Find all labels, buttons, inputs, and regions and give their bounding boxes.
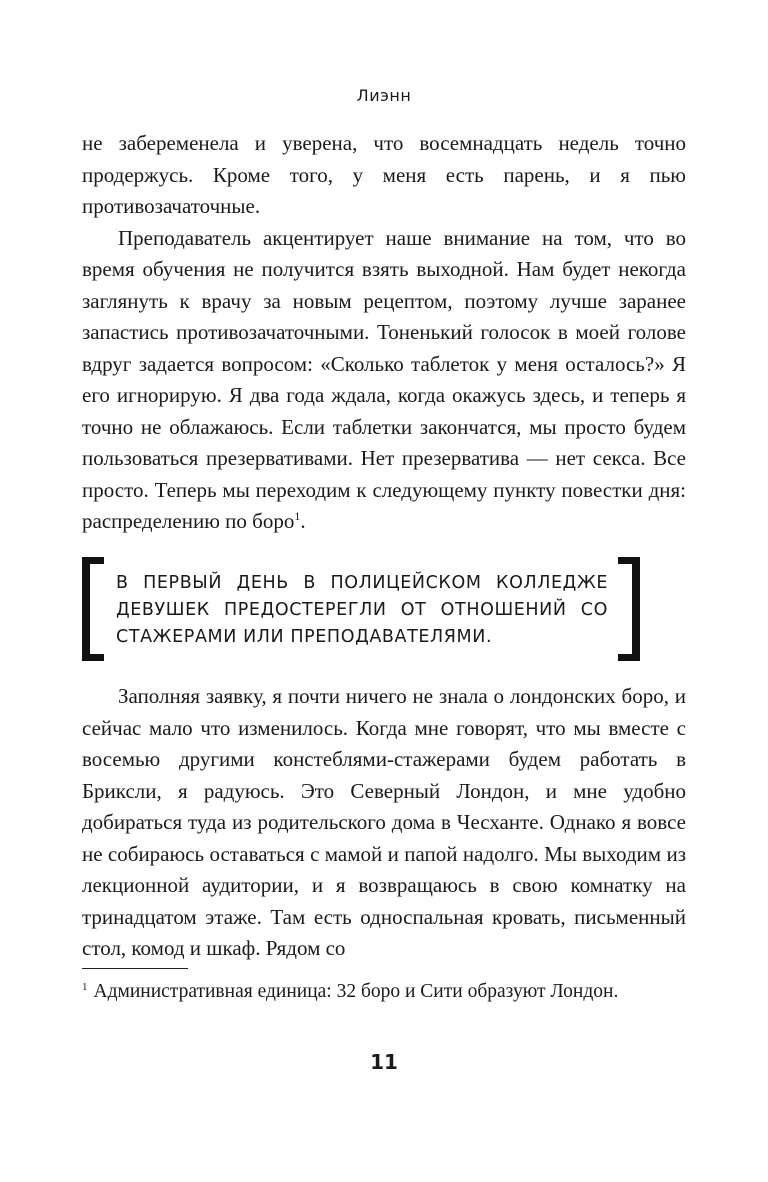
pull-quote-text: В ПЕРВЫЙ ДЕНЬ В ПОЛИЦЕЙСКОМ КОЛЛЕДЖЕ ДЕВУШЕК ПРЕДОСТЕРЕГЛИ ОТ ОТНОШЕНИЙ СО СТАЖЕРАМИ ИЛИ ПРЕПОДАВАТЕЛЯМИ. <box>116 573 608 647</box>
text-block-bottom <box>82 681 686 965</box>
footnote-divider <box>82 968 188 969</box>
footnote <box>82 978 686 1005</box>
pull-quote <box>82 557 640 661</box>
paragraph <box>82 223 686 538</box>
footnote-text: Административная единица: 32 боро и Сити образуют Лондон. <box>93 981 619 1002</box>
page-number: 11 <box>370 1050 398 1074</box>
left-bracket-icon <box>82 557 104 661</box>
running-head: Лиэнн <box>356 86 412 105</box>
paragraph: Заполняя заявку, я почти ничего не знала о лондонских боро, и сейчас мало что изменилось. Когда мне говорят, что мы вместе с восемью другими констеблями-стажерами будем работать в Бриксли, я радуюсь. Это Северный Лондон, и мне удобно добираться туда из родительского дома в Чесханте. Однако я вовсе не собираюсь оставаться с мамой и папой надолго. Мы выходим из лекционной аудитории, и я возвращаюсь в свою комнатку на тринадцатом этаже. Там есть односпальная кровать, письменный стол, комод и шкаф. Рядом со <box>82 684 686 960</box>
paragraph-continuation: не забеременела и уверена, что восемнадцать недель точно продержусь. Кроме того, у меня есть парень, и я пью противозачаточные. <box>82 131 686 218</box>
paragraph-text: Преподаватель акцентирует наше внимание на том, что во время обучения не получится взять выходной. Нам будет некогда заглянуть к врачу за новым рецептом, поэтому лучше заранее запастись противозачаточными. Тоненький голосок в моей голове вдруг задается вопросом: «Сколько таблеток у меня осталось?» Я его игнорирую. Я два года ждала, когда окажусь здесь, и теперь я точно не облажаюсь. Если таблетки закончатся, мы просто будем пользоваться презервативами. Нет презерватива — нет секса. Все просто. Теперь мы переходим к следующему пункту повестки дня: распределению по боро <box>82 225 686 533</box>
footnote-marker: 1 <box>82 980 88 993</box>
right-bracket-icon <box>618 557 640 661</box>
text-block-top <box>82 128 686 538</box>
footnote-reference: 1 <box>294 509 301 523</box>
paragraph-end: . <box>300 509 306 533</box>
